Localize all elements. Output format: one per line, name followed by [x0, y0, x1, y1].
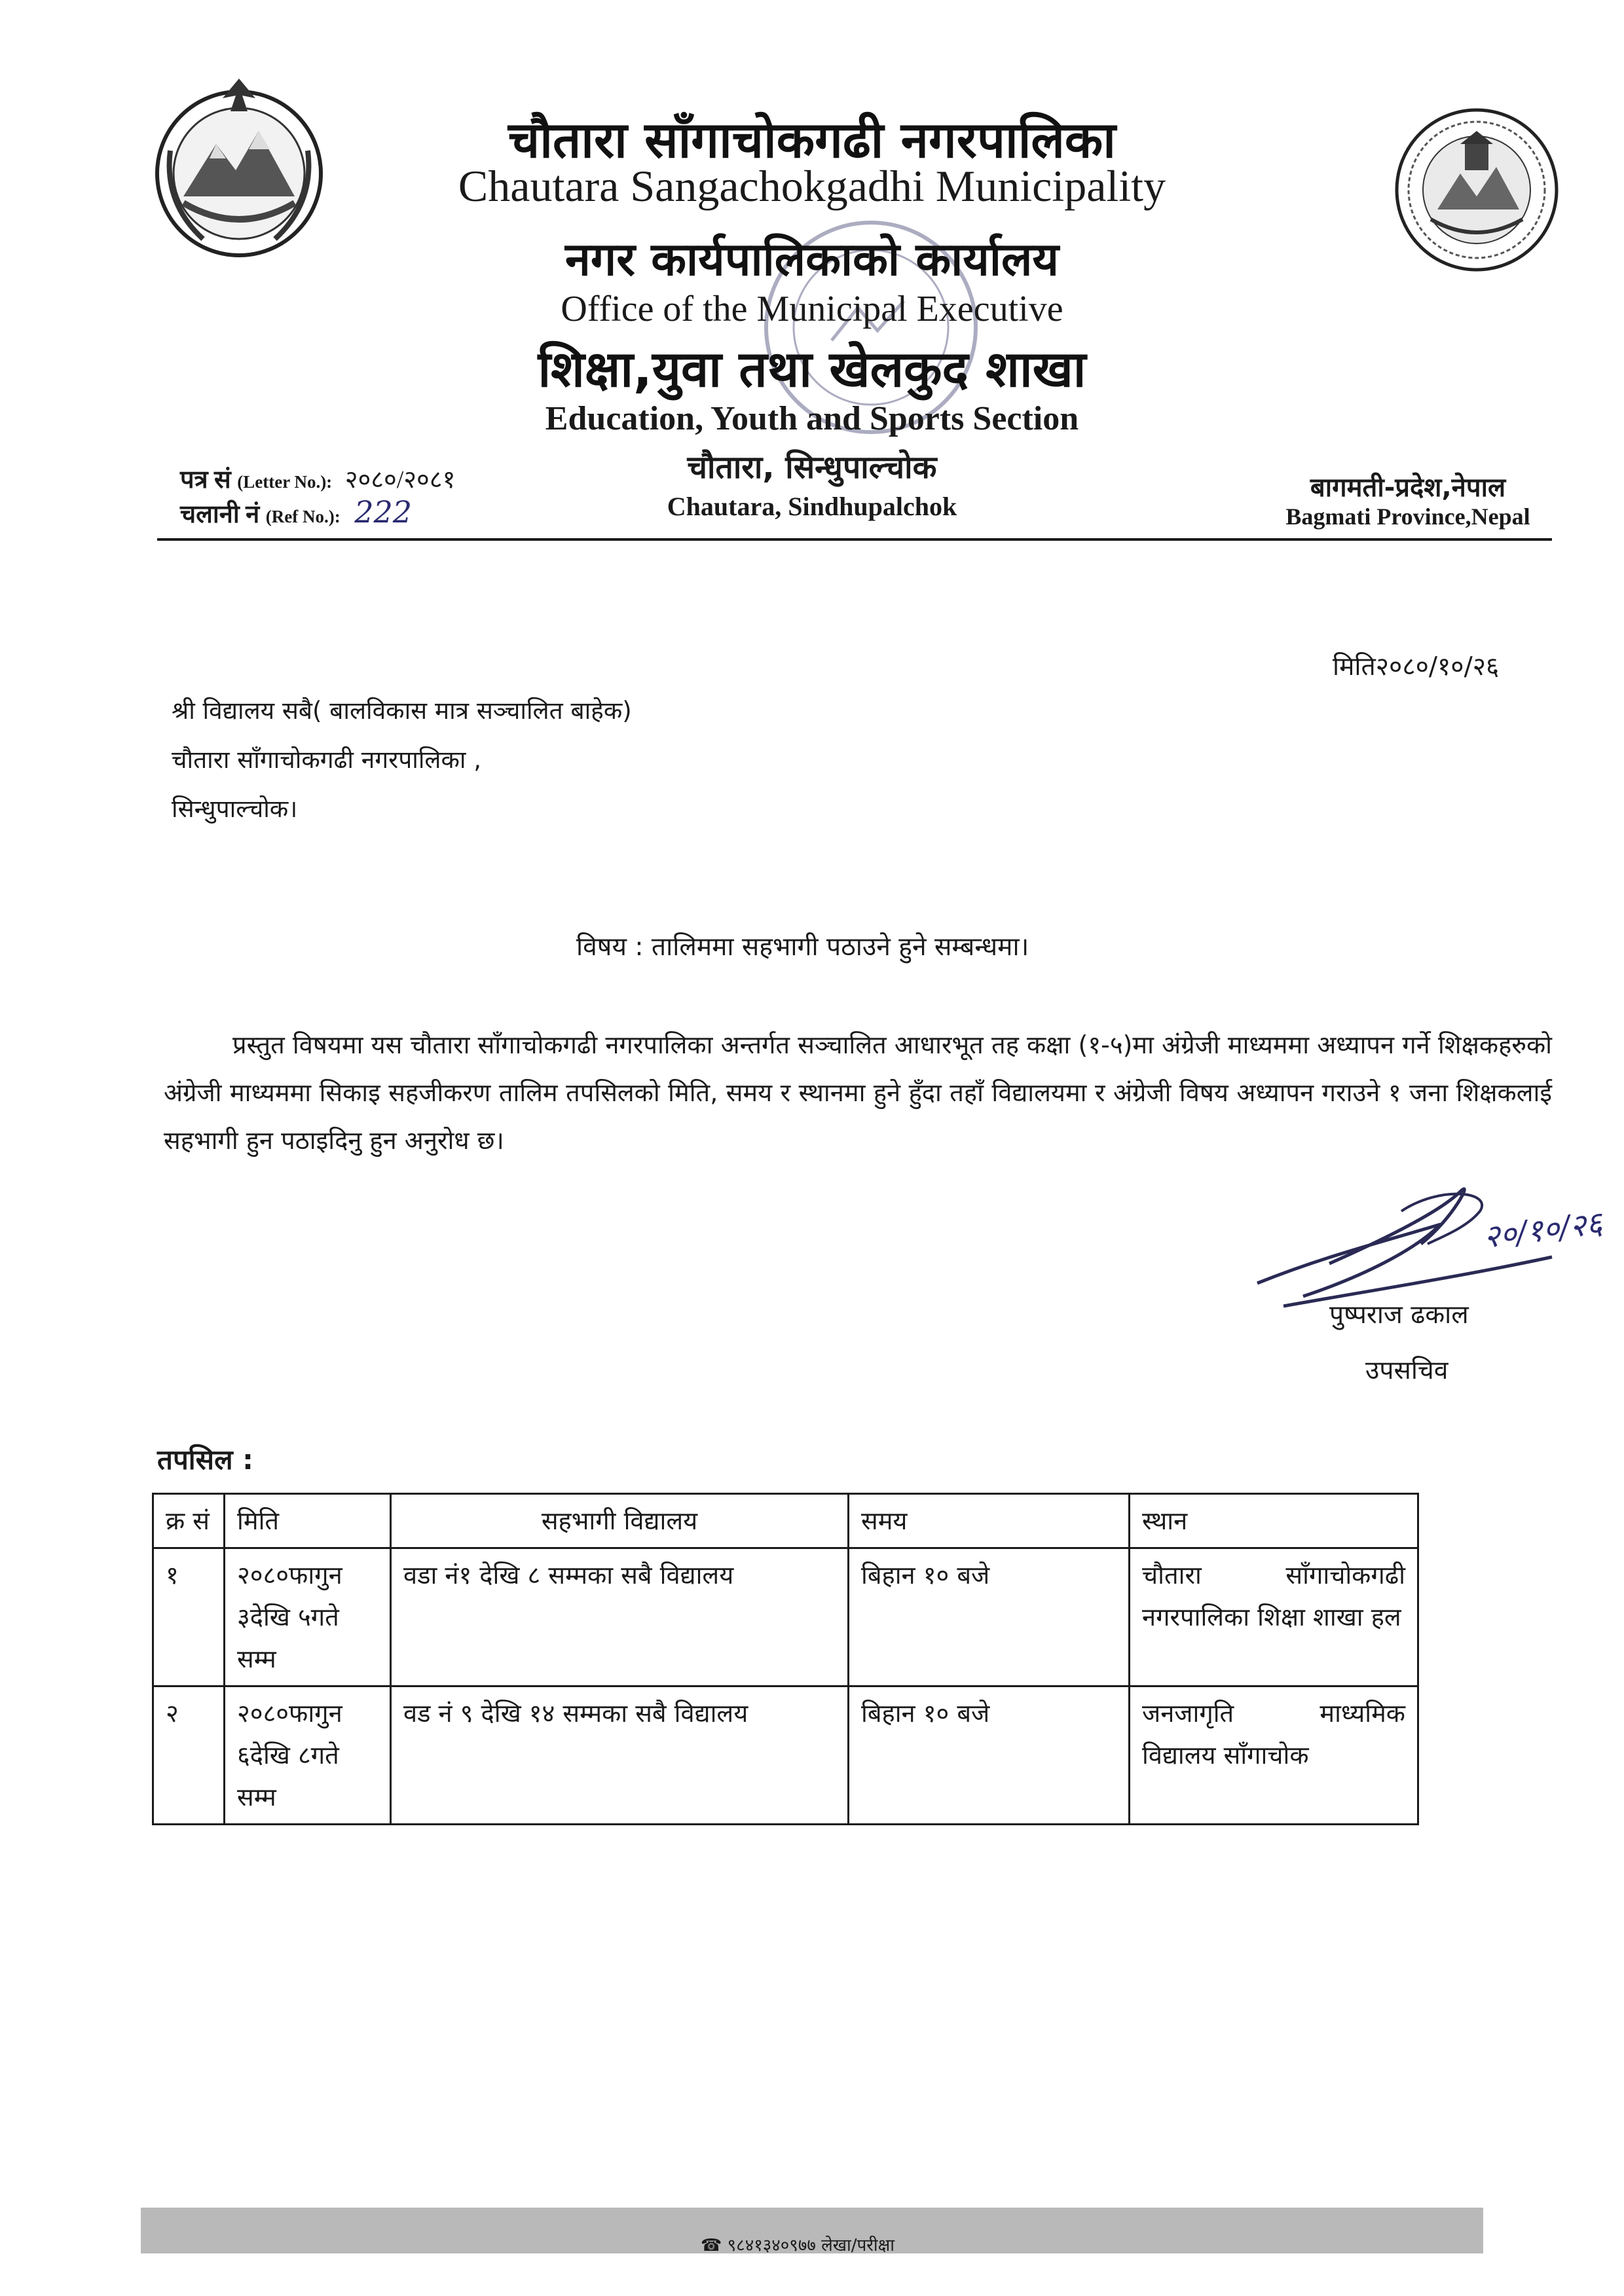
schedule-table: [152, 1493, 1419, 1825]
letter-date: मिति२०८०/१०/२६: [1333, 652, 1500, 682]
table-cell: २०८०फागुन ३देखि ५गते सम्म: [225, 1548, 391, 1686]
letter-label-en: (Letter No.):: [237, 472, 333, 492]
telephone-icon: ☎: [701, 2236, 722, 2255]
letter-number: २०८०/२०८१: [344, 466, 456, 494]
ref-number-handwritten: 222: [354, 494, 413, 530]
ref-label-en: (Ref No.):: [265, 507, 341, 526]
footer-contact: [701, 2232, 895, 2256]
column-header: मिति: [225, 1494, 391, 1548]
table-row: [153, 1686, 1418, 1825]
municipality-title-en: Chautara Sangachokgadhi Municipality: [458, 161, 1166, 211]
body-paragraph: प्रस्तुत विषयमा यस चौतारा साँगाचोकगढी नगरपालिका अन्तर्गत सञ्चालित आधारभूत तह कक्षा (१-५)मा अंग्रेजी माध्यममा अध्यापन गर्ने शिक्षकहरुको अंग्रेजी माध्यममा सिकाइ सहजीकरण तालिम तपसिलको मिति, समय र स्थानमा हुने हुँदा तहाँ विद्यालयमा र अंग्रेजी विषय अध्यापन गराउने १ जना शिक्षकलाई सहभागी हुन पठाइदिनु हुन अनुरोध छ।: [164, 1030, 1552, 1155]
section-title-en: Education, Youth and Sports Section: [545, 400, 1079, 437]
column-header: समय: [849, 1494, 1130, 1548]
column-header: स्थान: [1130, 1494, 1418, 1548]
header-divider: [157, 538, 1552, 541]
letter-label-np: पत्र सं: [180, 466, 231, 494]
place-en: Chautara, Sindhupalchok: [667, 492, 957, 521]
province-np: बागमती-प्रदेश,नेपाल: [1310, 473, 1506, 503]
office-title-np: नगर कार्यपालिकाको कार्यालय: [564, 232, 1060, 286]
letter-number-line: [180, 462, 455, 496]
footer-text: ९८४१३४०९७७ लेखा/परीक्षा: [727, 2236, 895, 2255]
column-header: सहभागी विद्यालय: [391, 1494, 849, 1548]
column-header: क्र सं: [153, 1494, 225, 1548]
table-cell: २: [153, 1686, 225, 1825]
table-cell: चौतारा साँगाचोकगढी नगरपालिका शिक्षा शाखा हल: [1130, 1548, 1418, 1686]
recipient-line-3: सिन्धुपाल्चोक।: [172, 795, 298, 823]
municipality-title-np: चौतारा साँगाचोकगढी नगरपालिका: [508, 111, 1116, 169]
table-cell: वडा नं१ देखि ८ सम्मका सबै विद्यालय: [391, 1548, 849, 1686]
table-cell: १: [153, 1548, 225, 1686]
signatory-name: पुष्पराज ढकाल: [1329, 1300, 1469, 1330]
recipient-line-2: चौतारा साँगाचोकगढी नगरपालिका ,: [172, 746, 482, 774]
municipality-logo: [1392, 105, 1562, 275]
nepal-emblem-logo: [144, 72, 334, 262]
schedule-heading: तपसिल :: [157, 1444, 253, 1476]
table-cell: बिहान १० बजे: [849, 1548, 1130, 1686]
subject-line: विषय : तालिममा सहभागी पठाउने हुने सम्बन्धमा।: [576, 932, 1029, 962]
signature-date: २०/१०/२६: [1481, 1205, 1605, 1256]
recipient-line-1: श्री विद्यालय सबै( बालविकास मात्र सञ्चालित बाहेक): [172, 697, 632, 725]
table-cell: वड नं ९ देखि १४ सम्मका सबै विद्यालय: [391, 1686, 849, 1825]
office-title-en: Office of the Municipal Executive: [561, 289, 1063, 329]
table-header-row: [153, 1494, 1418, 1548]
signatory-designation: उपसचिव: [1365, 1356, 1449, 1385]
table-cell: जनजागृति माध्यमिक विद्यालय साँगाचोक: [1130, 1686, 1418, 1825]
table-cell: २०८०फागुन ६देखि ८गते सम्म: [225, 1686, 391, 1825]
table-cell: बिहान १० बजे: [849, 1686, 1130, 1825]
province-en: Bagmati Province,Nepal: [1285, 503, 1530, 530]
ref-label-np: चलानी नं: [180, 501, 260, 528]
section-title-np: शिक्षा,युवा तथा खेलकुद शाखा: [538, 340, 1086, 398]
table-row: [153, 1548, 1418, 1686]
place-np: चौतारा, सिन्धुपाल्चोक: [687, 449, 937, 486]
ref-number-line: [180, 494, 412, 530]
